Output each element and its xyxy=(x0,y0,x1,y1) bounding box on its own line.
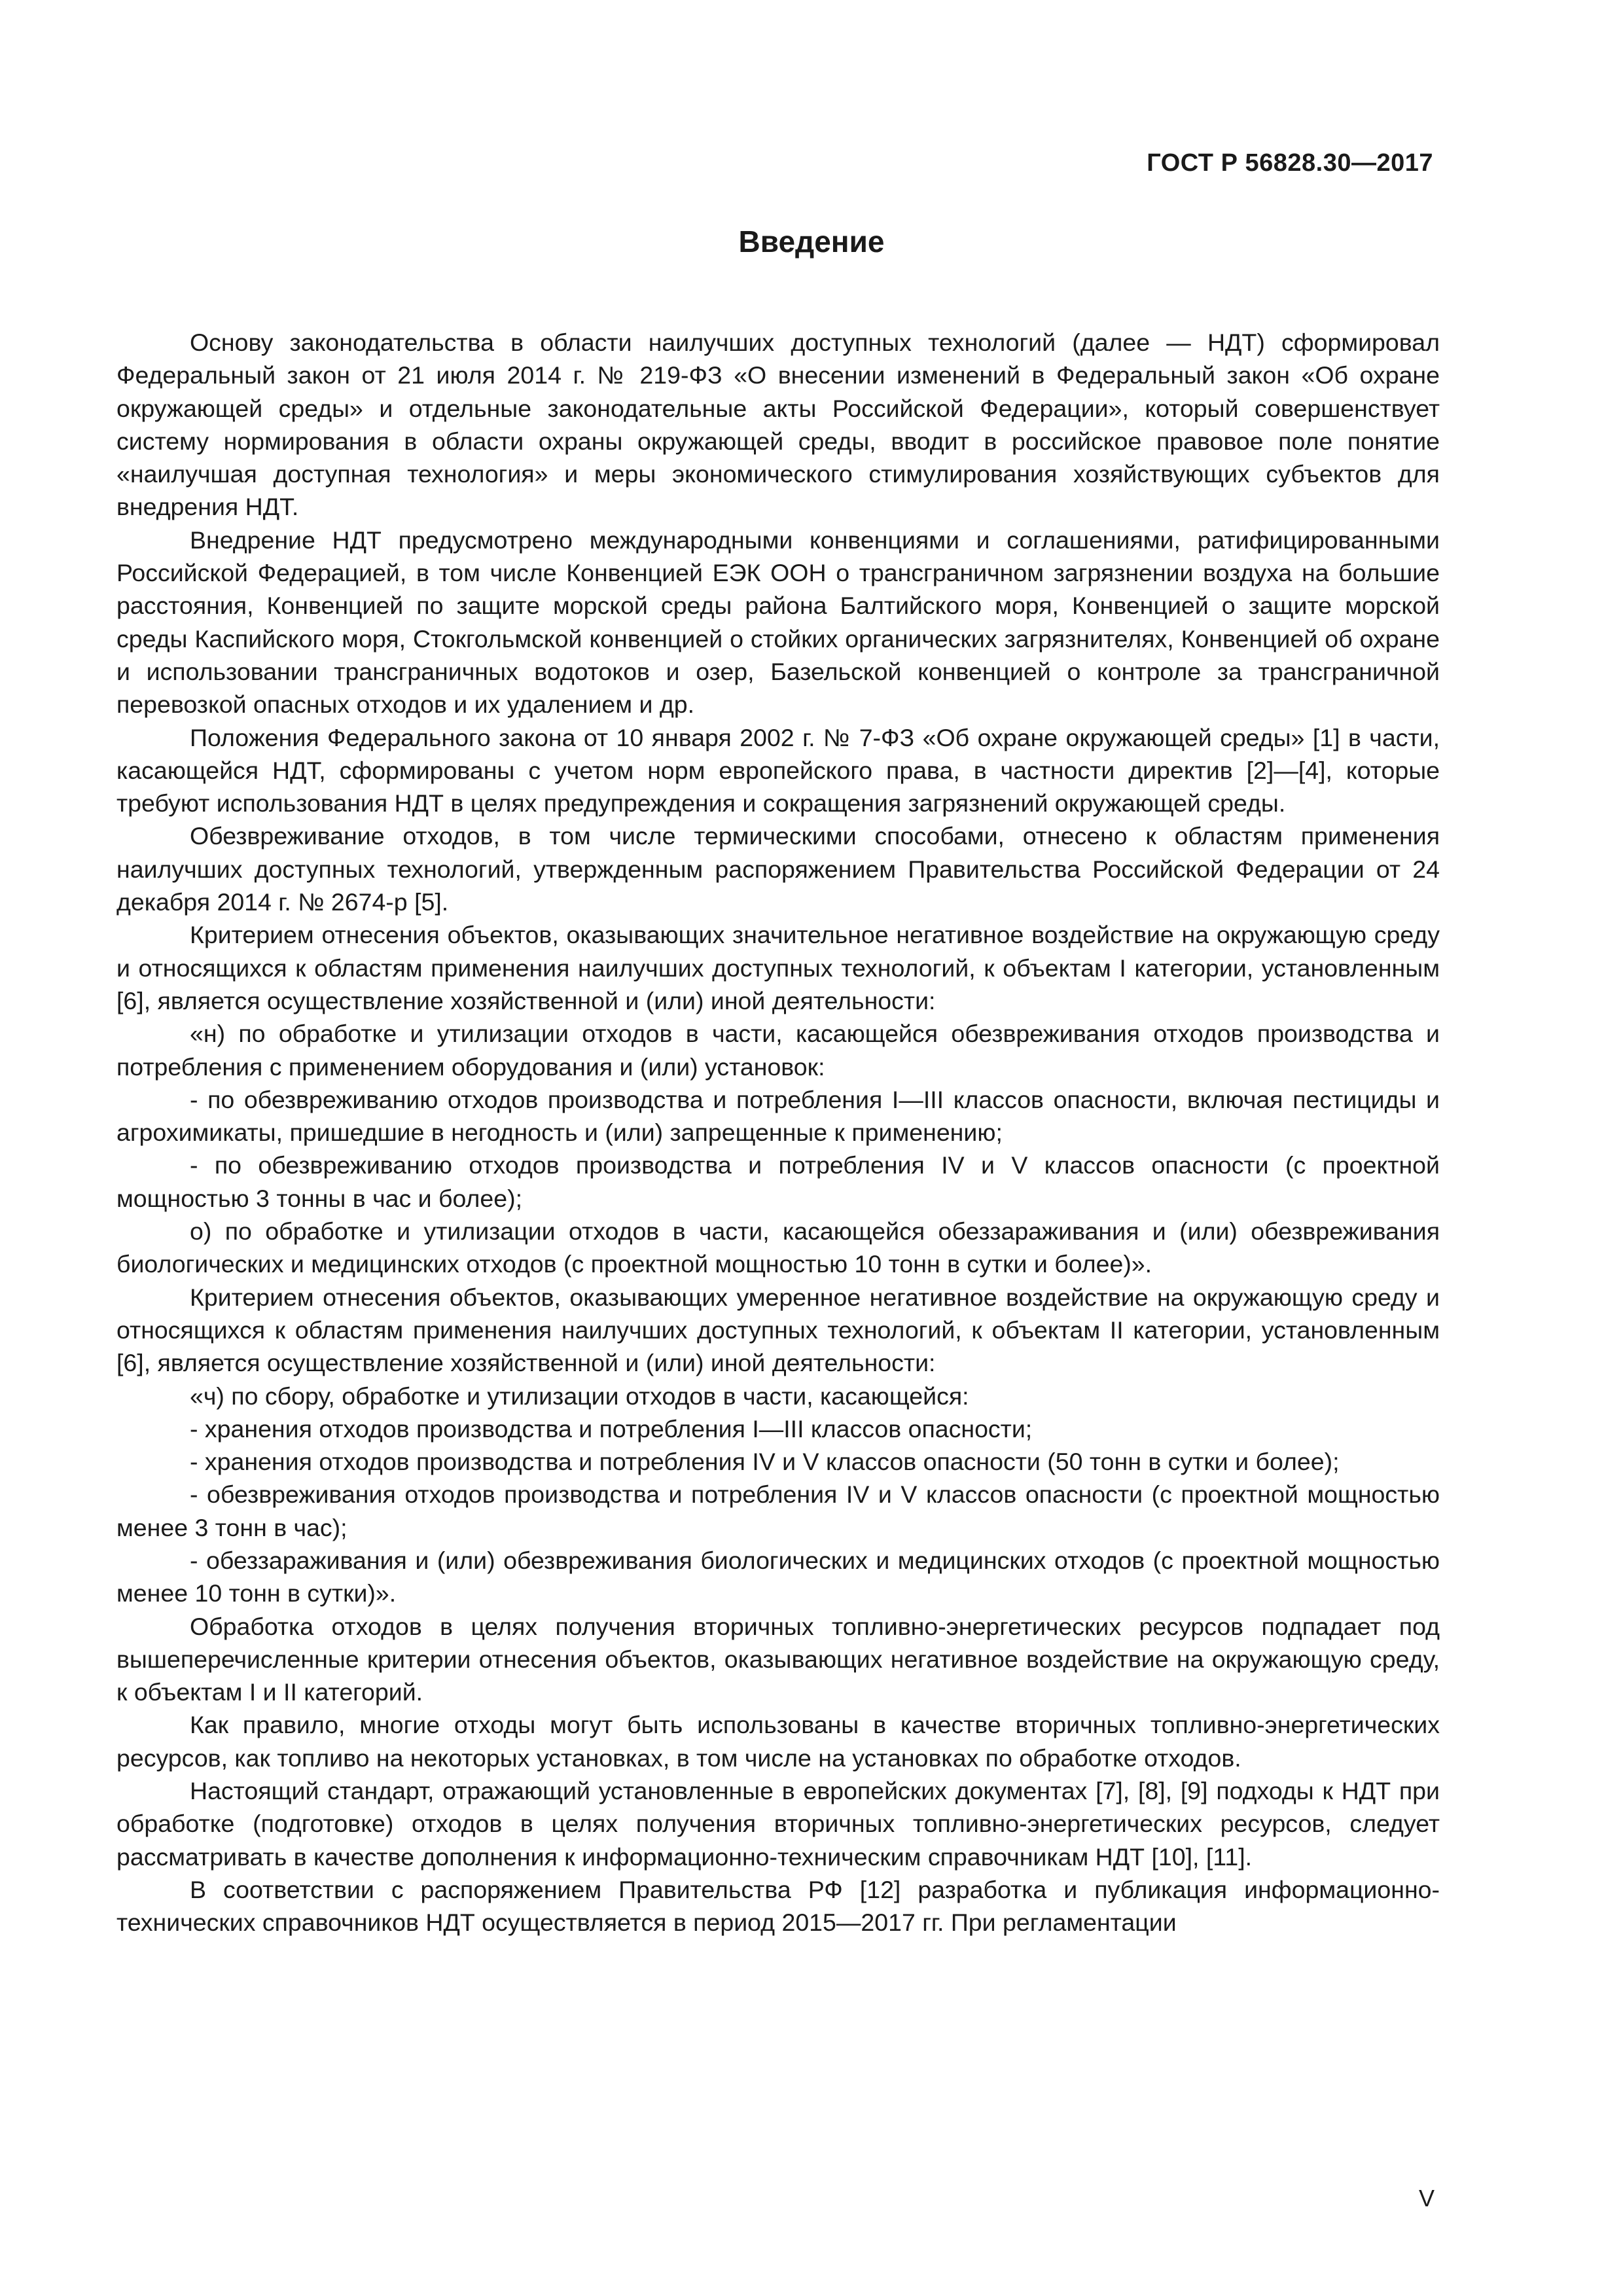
paragraph-14: - обезвреживания отходов производства и потребления IV и V классов опасности (с проектной мощностью менее 3 тонн в час); xyxy=(116,1480,1440,1541)
paragraph-15: - обеззараживания и (или) обезвреживания биологических и медицинских отходов (с проектной мощностью менее 10 тонн в сутки)». xyxy=(116,1546,1440,1607)
paragraph-12: - хранения отходов производства и потребления I—III классов опасности; xyxy=(190,1414,1033,1443)
paragraph-2: Внедрение НДТ предусмотрено международными конвенциями и соглашениями, ратифицированными Российской Федерацией, в том числе Конвенцией ЕЭК ООН о трансграничном загрязнении воздуха на большие расстояния, Конвенцией по защите морской среды района Балтийского моря, Конвенцией о защите морской среды Каспийского моря, Стокгольмской конвенцией о стойких органических загрязнителях, Конвенцией об охране и использовании трансграничных водотоков и озер, Базельской конвенцией о контроле за трансграничной перевозкой опасных отходов и их удалением и др. xyxy=(116,526,1440,719)
paragraph-4: Обезвреживание отходов, в том числе термическими способами, отнесено к областям применения наилучших доступных технологий, утвержденным распоряжением Правительства Российской Федерации от 24 декабря 2014 г. № 2674-р [5]. xyxy=(116,822,1440,916)
page-number: V xyxy=(1418,2185,1435,2212)
paragraph-11: «ч) по сбору, обработке и утилизации отходов в части, касающейся: xyxy=(190,1382,969,1410)
paragraph-7: - по обезвреживанию отходов производства и потребления I—III классов опасности, включая пестициды и агрохимикаты, пришедшие в негодность и (или) запрещенные к применению; xyxy=(116,1085,1440,1147)
paragraph-8: - по обезвреживанию отходов производства и потребления IV и V классов опасности (с проектной мощностью 3 тонны в час и более); xyxy=(116,1151,1440,1212)
paragraph-18: Настоящий стандарт, отражающий установленные в европейских документах [7], [8], [9] подходы к НДТ при обработке (подготовке) отходов в целях получения вторичных топливно-энергетических ресурсов, следует рассматривать в качестве дополнения к информационно-техническим справочникам НДТ [10], [11]. xyxy=(116,1777,1440,1871)
paragraph-13: - хранения отходов производства и потребления IV и V классов опасности (50 тонн в сутки и более); xyxy=(190,1448,1340,1476)
paragraph-9: о) по обработке и утилизации отходов в части, касающейся обеззараживания и (или) обезвреживания биологических и медицинских отходов (с проектной мощностью 10 тонн в сутки и более)». xyxy=(116,1217,1440,1278)
paragraph-6: «н) по обработке и утилизации отходов в части, касающейся обезвреживания отходов производства и потребления с применением оборудования и (или) установок: xyxy=(116,1020,1440,1081)
paragraph-5: Критерием отнесения объектов, оказывающих значительное негативное воздействие на окружающую среду и относящихся к областям применения наилучших доступных технологий, к объектам I категории, установленным [6], является осуществление хозяйственной и (или) иной деятельности: xyxy=(116,921,1440,1014)
paragraph-17: Как правило, многие отходы могут быть использованы в качестве вторичных топливно-энергетических ресурсов, как топливо на некоторых установках, в том числе на установках по обработке отходов. xyxy=(116,1711,1440,1772)
paragraph-19: В соответствии с распоряжением Правительства РФ [12] разработка и публикация информационно-технических справочников НДТ осуществляется в период 2015—2017 гг. При регламентации xyxy=(116,1875,1440,1937)
document-code-header: ГОСТ Р 56828.30—2017 xyxy=(1147,149,1433,177)
paragraph-16: Обработка отходов в целях получения вторичных топливно-энергетических ресурсов подпадает под вышеперечисленные критерии отнесения объектов, оказывающих негативное воздействие на окружающую среду, к объектам I и II категорий. xyxy=(116,1612,1440,1706)
paragraph-1: Основу законодательства в области наилучших доступных технологий (далее — НДТ) сформировал Федеральный закон от 21 июля 2014 г. № 219-ФЗ «О внесении изменений в Федеральный закон «Об охране окружающей среды» и отдельные законодательные акты Российской Федерации», который совершенствует систему нормирования в области охраны окружающей среды, вводит в российское правовое поле понятие «наилучшая доступная технология» и меры экономического стимулирования хозяйствующих субъектов для внедрения НДТ. xyxy=(116,329,1440,521)
paragraph-10: Критерием отнесения объектов, оказывающих умеренное негативное воздействие на окружающую среду и относящихся к областям применения наилучших доступных технологий, к объектам II категории, установленным [6], является осуществление хозяйственной и (или) иной деятельности: xyxy=(116,1283,1440,1377)
body-text xyxy=(116,326,1440,1939)
section-title: Введение xyxy=(738,224,885,259)
paragraph-3: Положения Федерального закона от 10 января 2002 г. № 7-ФЗ «Об охране окружающей среды» [1] в части, касающейся НДТ, сформированы с учетом норм европейского права, в частности директив [2]—[4], которые требуют использования НДТ в целях предупреждения и сокращения загрязнений окружающей среды. xyxy=(116,723,1440,817)
